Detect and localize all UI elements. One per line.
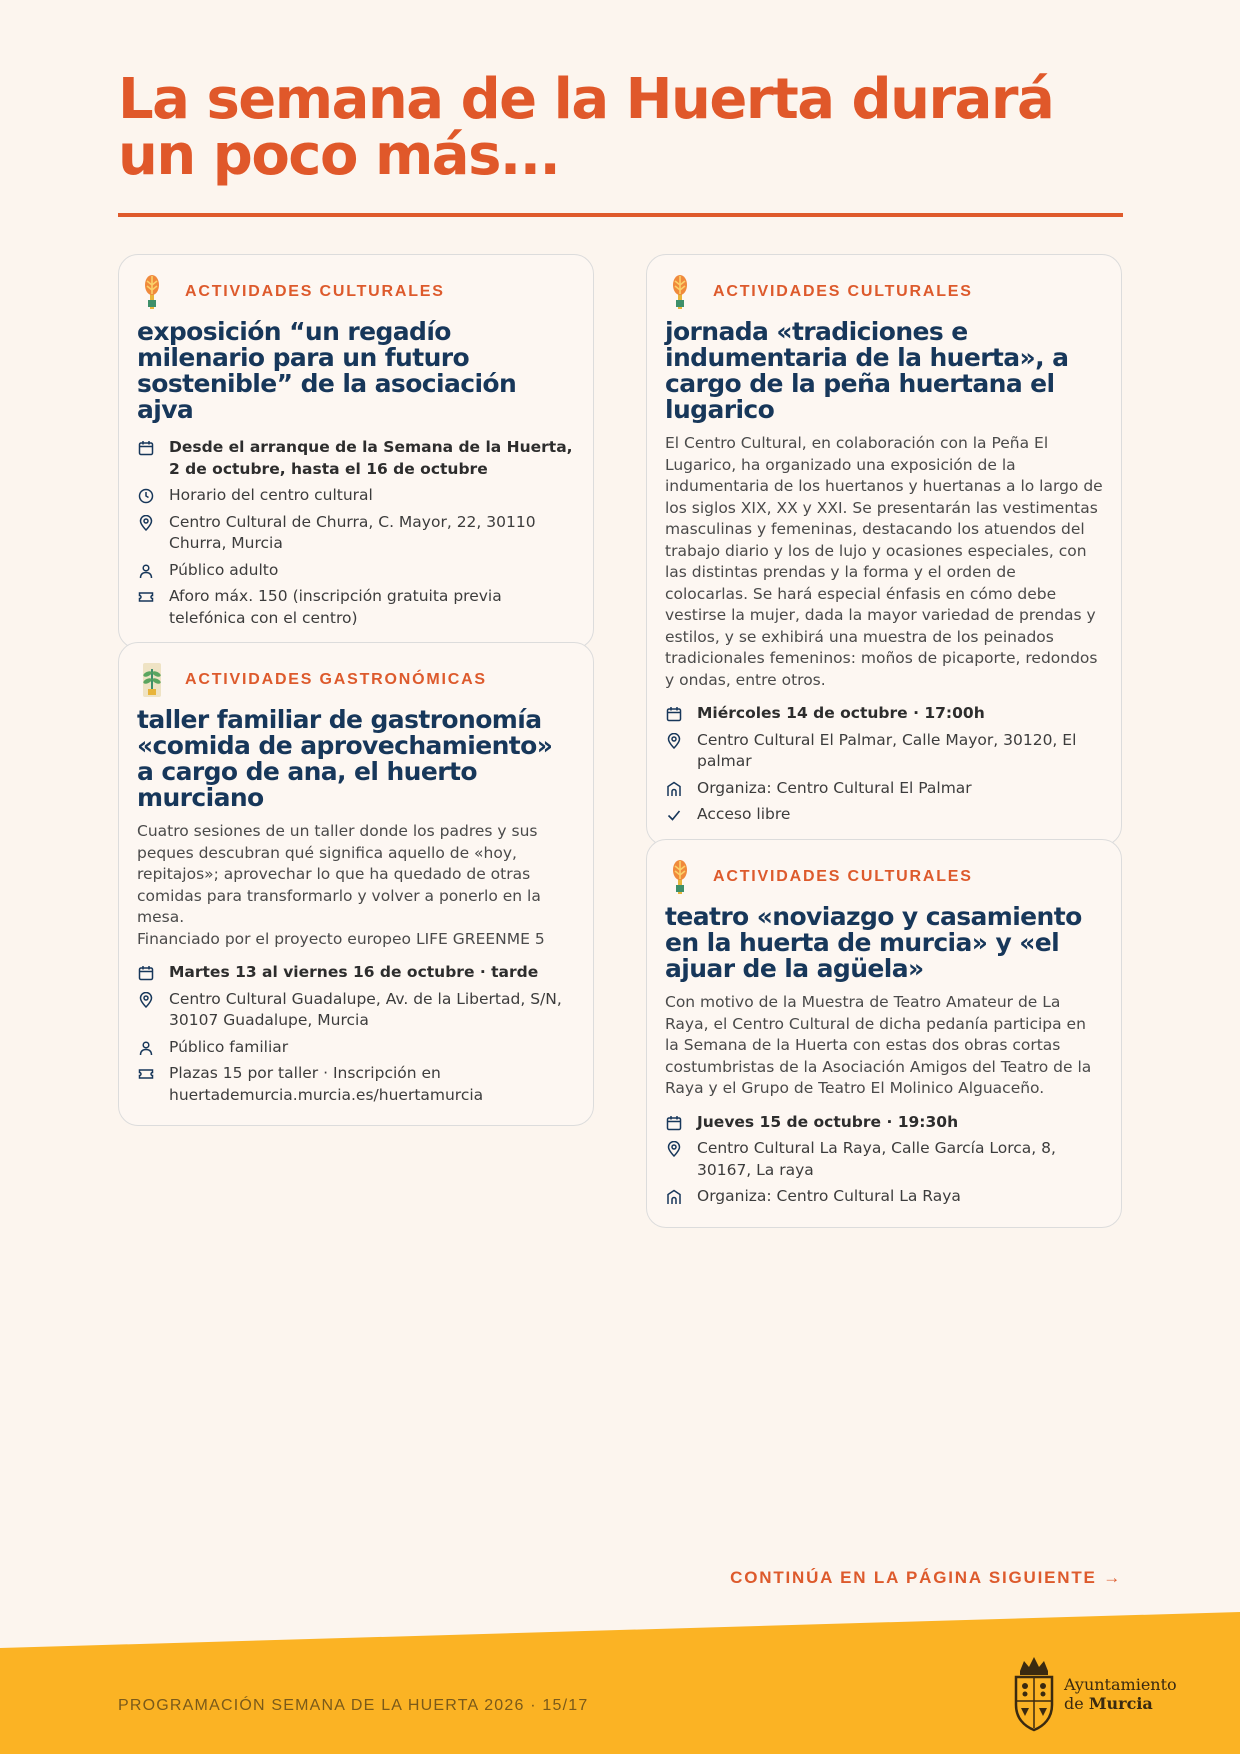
date-info (137, 437, 575, 480)
building-icon (666, 781, 682, 797)
event-title: taller familiar de gastronomía «comida de aprovechamiento» a cargo de ana, el huerto murciano (137, 705, 553, 812)
continue-next-page-link[interactable]: CONTINÚA EN LA PÁGINA SIGUIENTE → (730, 1568, 1122, 1587)
page-title: La semana de la Huerta durará un poco más... (118, 67, 1054, 188)
event-title: jornada «tradiciones e indumentaria de la huerta», a cargo de la peña huertana el lugarico (665, 317, 1069, 424)
event-info-list (137, 962, 575, 1106)
ayuntamiento-logo (1010, 1655, 1177, 1733)
category-label: ACTIVIDADES CULTURALES (185, 283, 445, 300)
event-card-jornada (646, 254, 1122, 846)
location-text: Centro Cultural La Raya, Calle García Lorca, 8, 30167, La raya (697, 1139, 1056, 1179)
date-text: Martes 13 al viernes 16 de octubre · tarde (169, 963, 539, 981)
location-text: Centro Cultural El Palmar, Calle Mayor, 30120, El palmar (697, 730, 1077, 770)
organizer-text: Organiza: Centro Cultural La Raya (697, 1187, 961, 1205)
title-underline (118, 213, 1123, 217)
footer-text: PROGRAMACIÓN SEMANA DE LA HUERTA 2026 · 15/17 (118, 1697, 589, 1714)
check-icon (666, 807, 682, 823)
category-row (665, 858, 1103, 896)
date-info (665, 703, 1103, 725)
location-info (665, 730, 1103, 773)
clock-icon (138, 488, 154, 504)
event-title: exposición “un regadío milenario para un futuro sostenible” de la asociación ajva (137, 317, 517, 424)
calendar-icon (666, 1115, 682, 1131)
ticket-icon (138, 1066, 154, 1082)
capacity-info (137, 1063, 575, 1106)
category-row (137, 661, 575, 699)
logo-line-1: Ayuntamiento (1064, 1675, 1177, 1694)
access-info (665, 804, 1103, 826)
access-text: Acceso libre (697, 805, 791, 823)
capacity-text: Plazas 15 por taller · Inscripción en huertademurcia.murcia.es/huertamurcia (169, 1064, 484, 1104)
location-info (665, 1138, 1103, 1181)
date-text: Desde el arranque de la Semana de la Huerta, 2 de octubre, hasta el 16 de octubre (169, 438, 573, 478)
event-info-list (665, 1112, 1103, 1208)
event-card-exposicion (118, 254, 594, 649)
coat-of-arms-icon (1010, 1655, 1058, 1733)
wheat-flower-icon (137, 273, 167, 311)
location-info (137, 989, 575, 1032)
event-info-list (137, 437, 575, 629)
date-info (137, 962, 575, 984)
date-text: Miércoles 14 de octubre · 17:00h (697, 704, 985, 722)
plant-sprout-icon (137, 661, 167, 699)
date-text: Jueves 15 de octubre · 19:30h (697, 1112, 959, 1131)
logo-line-2 (1064, 1694, 1177, 1713)
calendar-icon (138, 965, 154, 981)
category-label: ACTIVIDADES GASTRONÓMICAS (185, 671, 487, 688)
event-card-taller (118, 642, 594, 1126)
event-description: Cuatro sesiones de un taller donde los padres y sus peques descubran qué significa aquello de «hoy, repitajos»; aprovechar lo que ha quedado de otras comidas para transformarlo y volver a ponerlo en la mesa. Financiado por el proyecto europeo LIFE GREENME 5 (137, 822, 545, 948)
event-card-teatro (646, 839, 1122, 1228)
location-info (137, 512, 575, 555)
person-icon (138, 563, 154, 579)
wheat-flower-icon (665, 273, 695, 311)
event-description: El Centro Cultural, en colaboración con la Peña El Lugarico, ha organizado una exposición de la indumentaria de los huertanos y huertanas a lo largo de los siglos XIX, XX y XXI. Se presentarán las vestimentas masculinas y femeninas, destacando los atuendos del trabajo diario y los de lujo y ocasiones especiales, con las distintas prendas y la forma y el orden de colocarlas. Se hará especial énfasis en cómo debe vestirse la mujer, dada la mayor variedad de prendas y estilos, y se exhibirá una muestra de los peinados tradicionales femeninos: moños de picaporte, redondos y ondas, entre otros. (665, 434, 1103, 689)
logo-line-2-bold: Murcia (1088, 1694, 1153, 1713)
capacity-info (137, 586, 575, 629)
location-pin-icon (138, 992, 154, 1008)
location-pin-icon (666, 733, 682, 749)
time-info (137, 485, 575, 507)
organizer-info (665, 778, 1103, 800)
location-pin-icon (666, 1141, 682, 1157)
capacity-text: Aforo máx. 150 (inscripción gratuita previa telefónica con el centro) (169, 587, 502, 627)
category-label: ACTIVIDADES CULTURALES (713, 868, 973, 885)
category-row (665, 273, 1103, 311)
person-icon (138, 1040, 154, 1056)
event-title: teatro «noviazgo y casamiento en la huerta de murcia» y «el ajuar de la agüela» (665, 902, 1082, 983)
audience-text: Público adulto (169, 560, 279, 579)
location-text: Centro Cultural de Churra, C. Mayor, 22, 30110 Churra, Murcia (169, 512, 536, 552)
event-description: Con motivo de la Muestra de Teatro Amateur de La Raya, el Centro Cultural de dicha pedanía participa en la Semana de la Huerta con estas dos obras cortas costumbristas de la Asociación Amigos del Teatro de la Raya y el Grupo de Teatro El Molinico Alguaceño. (665, 993, 1092, 1097)
audience-info (137, 560, 575, 582)
time-text: Horario del centro cultural (169, 486, 373, 504)
audience-text: Público familiar (169, 1037, 289, 1056)
category-row (137, 273, 575, 311)
date-info (665, 1112, 1103, 1134)
logo-line-2-prefix: de (1064, 1694, 1084, 1713)
calendar-icon (138, 440, 154, 456)
calendar-icon (666, 706, 682, 722)
logo-wordmark (1064, 1675, 1177, 1713)
wheat-flower-icon (665, 858, 695, 896)
category-label: ACTIVIDADES CULTURALES (713, 283, 973, 300)
event-info-list (665, 703, 1103, 826)
location-text: Centro Cultural Guadalupe, Av. de la Libertad, S/N, 30107 Guadalupe, Murcia (169, 989, 562, 1029)
organizer-info (665, 1186, 1103, 1208)
audience-info (137, 1037, 575, 1059)
location-pin-icon (138, 515, 154, 531)
building-icon (666, 1189, 682, 1205)
organizer-text: Organiza: Centro Cultural El Palmar (697, 778, 972, 797)
ticket-icon (138, 589, 154, 605)
